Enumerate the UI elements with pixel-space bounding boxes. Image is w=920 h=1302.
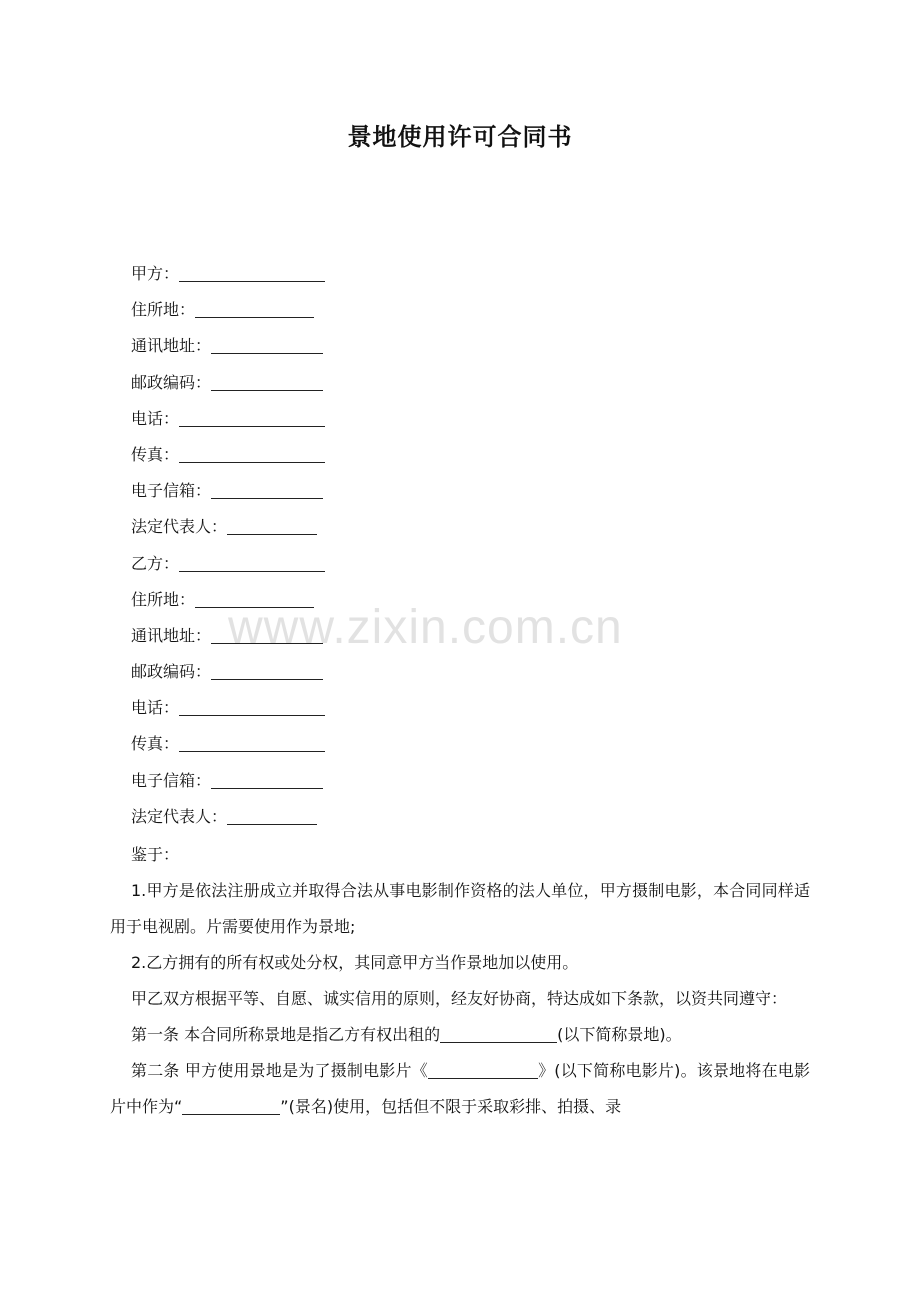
party-b-postcode-field [131,654,325,690]
party-b-mail-label: 通讯地址： [131,625,212,645]
party-b-fax-blank [179,731,325,752]
clause-1: 1.甲方是依法注册成立并取得合法从事电影制作资格的法人单位，甲方摄制电影，本合同同样适用于电视剧。片需要使用作为景地; [110,881,810,936]
party-b-email-field [131,763,325,799]
article-2-text-c: ”(景名)使用，包括但不限于采取彩排、拍摄、录 [280,1097,622,1116]
party-a-fax-field [131,437,325,473]
party-b-address-field [131,582,325,618]
party-b-field [131,546,325,582]
party-a-address-field [131,292,325,328]
article-1 [110,1017,810,1053]
whereas-heading: 鉴于： [131,845,180,864]
party-a-email-label: 电子信箱： [131,481,212,501]
party-a-mail-field [131,328,325,364]
party-a-rep-blank [227,514,317,535]
party-b-address-label: 住所地： [131,589,196,609]
party-b-phone-label: 电话： [131,698,180,718]
party-b-phone-blank [179,695,325,716]
article-2 [110,1053,810,1125]
party-a-email-field [131,473,325,509]
party-a-label: 甲方： [131,264,180,283]
party-b-label: 乙方： [131,553,180,573]
party-b-blank [179,551,325,572]
party-a-postcode-label: 邮政编码： [131,372,212,392]
party-b-address-blank [195,587,314,608]
party-b-rep-label: 法定代表人： [131,806,228,826]
party-a-rep-field [131,509,325,545]
document-title: 景地使用许可合同书 [347,123,573,151]
clause-3: 甲乙双方根据平等、自愿、诚实信用的原则，经友好协商，特达成如下条款，以资共同遵守： [131,989,788,1008]
party-a-blank [179,261,325,282]
party-b-mail-field [131,618,325,654]
party-a-mail-blank [211,333,323,354]
article-2-title-blank [428,1060,538,1079]
party-b-phone-field [131,690,325,726]
party-a-fax-label: 传真： [131,444,180,464]
party-a-mail-label: 通讯地址： [131,336,212,356]
party-b-fax-label: 传真： [131,734,180,754]
party-b-postcode-label: 邮政编码： [131,662,212,682]
watermark: www.zixin.com.cn [228,601,623,654]
party-a-address-label: 住所地： [131,300,196,320]
article-2-scene-blank [182,1096,280,1115]
party-a-phone-field [131,401,325,437]
party-a-address-blank [195,297,314,318]
article-1-text-b: (以下简称景地)。 [557,1025,682,1044]
party-a-phone-blank [179,406,325,427]
contract-body [110,837,810,1125]
article-2-text-a: 第二条 甲方使用景地是为了摄制电影片《 [131,1061,428,1080]
article-2-text-b: 》(以下简称电影片)。该景地将在电影片中作为“ [110,1061,810,1116]
article-1-text-a: 第一条 本合同所称景地是指乙方有权出租的 [131,1025,441,1044]
party-fields [131,256,325,835]
article-1-blank [440,1024,557,1043]
party-b-rep-blank [227,804,317,825]
party-b-mail-blank [211,623,323,644]
clause-2: 2.乙方拥有的所有权或处分权，其同意甲方当作景地加以使用。 [131,953,579,972]
party-b-postcode-blank [211,659,323,680]
party-a-postcode-blank [211,370,323,391]
party-a-email-blank [211,478,323,499]
party-a-rep-label: 法定代表人： [131,517,228,537]
party-a-postcode-field [131,365,325,401]
party-b-email-label: 电子信箱： [131,770,212,790]
party-b-email-blank [211,768,323,789]
party-a-field [131,256,325,292]
party-a-fax-blank [179,442,325,463]
party-b-rep-field [131,799,325,835]
party-b-fax-field [131,726,325,762]
party-a-phone-label: 电话： [131,408,180,428]
